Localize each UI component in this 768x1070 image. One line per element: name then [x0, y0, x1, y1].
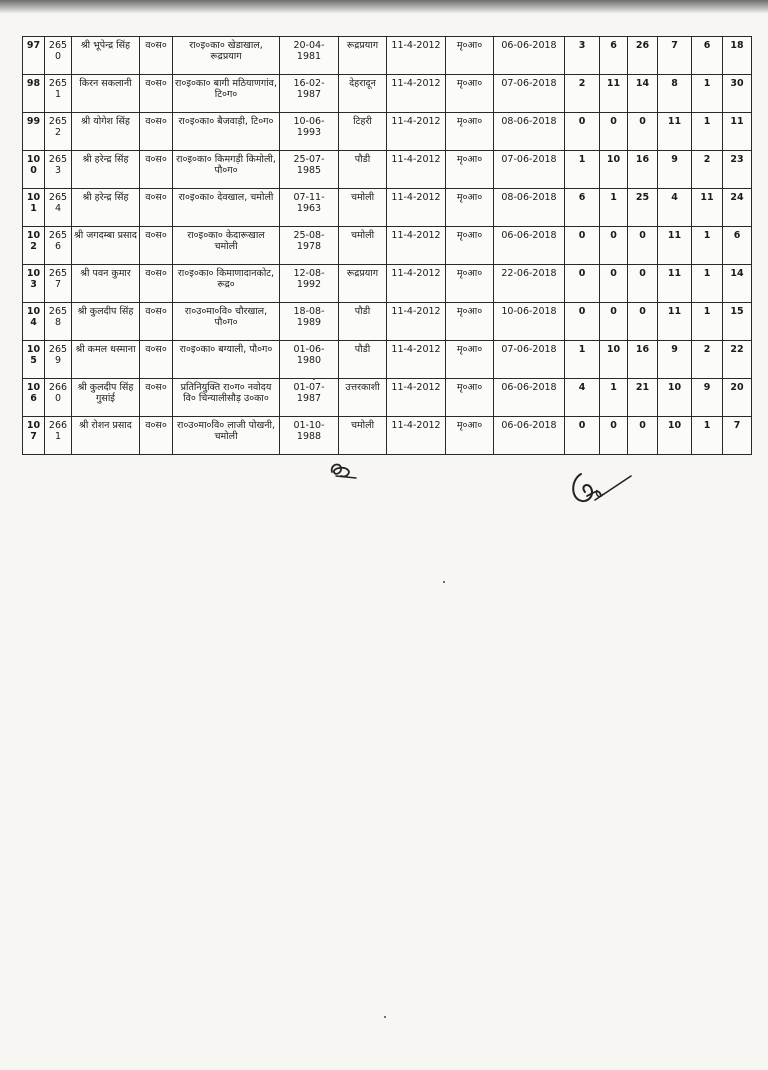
count-cell: 11: [600, 75, 628, 113]
order-date-cell: 08-06-2018: [494, 113, 565, 151]
date-of-birth-cell: 01-06-1980: [280, 341, 339, 379]
employee-name-cell: श्री पवन कुमार: [72, 265, 140, 303]
joining-date-cell: 11-4-2012: [387, 341, 446, 379]
count-cell: 1: [692, 227, 723, 265]
serial-number-cell: 102: [23, 227, 45, 265]
joining-date-cell: 11-4-2012: [387, 379, 446, 417]
serial-number-cell: 106: [23, 379, 45, 417]
date-of-birth-cell: 12-08-1992: [280, 265, 339, 303]
remark-cell: मृ०आ०: [446, 113, 494, 151]
designation-cell: व०स०: [140, 151, 173, 189]
count-cell: 30: [723, 75, 752, 113]
table-row: [23, 341, 752, 379]
home-district-cell: चमोली: [339, 227, 387, 265]
count-cell: 0: [600, 265, 628, 303]
joining-date-cell: 11-4-2012: [387, 113, 446, 151]
remark-cell: मृ०आ०: [446, 265, 494, 303]
count-cell: 16: [628, 341, 658, 379]
school-cell: रा०उ०मा०वि० चौरखाल, पौ०ग०: [173, 303, 280, 341]
count-cell: 1: [692, 75, 723, 113]
designation-cell: व०स०: [140, 37, 173, 75]
employee-name-cell: किरन सकलानी: [72, 75, 140, 113]
count-cell: 1: [565, 151, 600, 189]
count-cell: 18: [723, 37, 752, 75]
employee-name-cell: श्री कुलदीप सिंह गुसांई: [72, 379, 140, 417]
count-cell: 24: [723, 189, 752, 227]
joining-date-cell: 11-4-2012: [387, 265, 446, 303]
serial-number-cell: 107: [23, 417, 45, 455]
count-cell: 1: [692, 417, 723, 455]
count-cell: 6: [692, 37, 723, 75]
school-cell: रा०इ०का० बागी मठियाणगांव, टि०ग०: [173, 75, 280, 113]
school-cell: रा०इ०का० बग्याली, पौ०ग०: [173, 341, 280, 379]
home-district-cell: देहरादून: [339, 75, 387, 113]
school-cell: रा०इ०का० देवखाल, चमोली: [173, 189, 280, 227]
count-cell: 9: [692, 379, 723, 417]
count-cell: 0: [600, 113, 628, 151]
serial-number-cell: 97: [23, 37, 45, 75]
order-date-cell: 07-06-2018: [494, 151, 565, 189]
scan-speck: [313, 378, 315, 380]
designation-cell: व०स०: [140, 265, 173, 303]
designation-cell: व०स०: [140, 75, 173, 113]
school-cell: रा०इ०का० केदारूखाल चमोली: [173, 227, 280, 265]
count-cell: 0: [628, 227, 658, 265]
count-cell: 0: [565, 417, 600, 455]
count-cell: 0: [600, 303, 628, 341]
employee-code-cell: 2650: [45, 37, 72, 75]
employee-code-cell: 2660: [45, 379, 72, 417]
employee-code-cell: 2658: [45, 303, 72, 341]
designation-cell: व०स०: [140, 379, 173, 417]
signature-left: [326, 456, 366, 484]
table-row: [23, 303, 752, 341]
school-cell: रा०इ०का० किमाणादानकोट, रूद्र०: [173, 265, 280, 303]
home-district-cell: पौडी: [339, 151, 387, 189]
count-cell: 6: [600, 37, 628, 75]
count-cell: 21: [628, 379, 658, 417]
count-cell: 9: [658, 151, 692, 189]
count-cell: 1: [692, 303, 723, 341]
count-cell: 4: [565, 379, 600, 417]
employee-code-cell: 2659: [45, 341, 72, 379]
employee-name-cell: श्री जगदम्बा प्रसाद: [72, 227, 140, 265]
home-district-cell: उत्तरकाशी: [339, 379, 387, 417]
count-cell: 14: [723, 265, 752, 303]
count-cell: 6: [723, 227, 752, 265]
table-row: [23, 113, 752, 151]
count-cell: 11: [658, 227, 692, 265]
employee-code-cell: 2654: [45, 189, 72, 227]
order-date-cell: 22-06-2018: [494, 265, 565, 303]
count-cell: 7: [723, 417, 752, 455]
joining-date-cell: 11-4-2012: [387, 303, 446, 341]
serial-number-cell: 103: [23, 265, 45, 303]
count-cell: 0: [565, 113, 600, 151]
order-date-cell: 07-06-2018: [494, 75, 565, 113]
designation-cell: व०स०: [140, 113, 173, 151]
date-of-birth-cell: 20-04-1981: [280, 37, 339, 75]
count-cell: 11: [658, 303, 692, 341]
table-row: [23, 151, 752, 189]
remark-cell: मृ०आ०: [446, 417, 494, 455]
joining-date-cell: 11-4-2012: [387, 75, 446, 113]
count-cell: 6: [565, 189, 600, 227]
table-row: [23, 265, 752, 303]
order-date-cell: 07-06-2018: [494, 341, 565, 379]
employee-name-cell: श्री भूपेन्द्र सिंह: [72, 37, 140, 75]
count-cell: 0: [628, 303, 658, 341]
count-cell: 9: [658, 341, 692, 379]
count-cell: 23: [723, 151, 752, 189]
order-date-cell: 06-06-2018: [494, 37, 565, 75]
count-cell: 14: [628, 75, 658, 113]
joining-date-cell: 11-4-2012: [387, 189, 446, 227]
scan-top-shadow: [0, 0, 768, 14]
table-row: [23, 379, 752, 417]
order-date-cell: 06-06-2018: [494, 227, 565, 265]
employee-code-cell: 2657: [45, 265, 72, 303]
count-cell: 0: [628, 265, 658, 303]
order-date-cell: 08-06-2018: [494, 189, 565, 227]
remark-cell: मृ०आ०: [446, 75, 494, 113]
employee-code-cell: 2661: [45, 417, 72, 455]
employee-name-cell: श्री हरेन्द्र सिंह: [72, 151, 140, 189]
date-of-birth-cell: 01-07-1987: [280, 379, 339, 417]
serial-number-cell: 101: [23, 189, 45, 227]
date-of-birth-cell: 25-08-1978: [280, 227, 339, 265]
count-cell: 10: [658, 379, 692, 417]
date-of-birth-cell: 07-11-1963: [280, 189, 339, 227]
remark-cell: मृ०आ०: [446, 151, 494, 189]
count-cell: 1: [600, 189, 628, 227]
count-cell: 1: [565, 341, 600, 379]
employee-name-cell: श्री कुलदीप सिंह: [72, 303, 140, 341]
count-cell: 2: [565, 75, 600, 113]
school-cell: रा०इ०का० किमगड़ी किमोली, पौ०ग०: [173, 151, 280, 189]
school-cell: रा०इ०का० खेडाखाल, रूद्रप्रयाग: [173, 37, 280, 75]
remark-cell: मृ०आ०: [446, 341, 494, 379]
count-cell: 25: [628, 189, 658, 227]
remark-cell: मृ०आ०: [446, 37, 494, 75]
order-date-cell: 06-06-2018: [494, 379, 565, 417]
home-district-cell: चमोली: [339, 417, 387, 455]
count-cell: 2: [692, 341, 723, 379]
count-cell: 20: [723, 379, 752, 417]
table-row: [23, 189, 752, 227]
employee-code-cell: 2651: [45, 75, 72, 113]
home-district-cell: पौडी: [339, 303, 387, 341]
designation-cell: व०स०: [140, 417, 173, 455]
signature-right: [565, 466, 635, 512]
count-cell: 0: [565, 227, 600, 265]
count-cell: 0: [565, 265, 600, 303]
employee-name-cell: श्री कमल धस्माना: [72, 341, 140, 379]
employee-name-cell: श्री रोशन प्रसाद: [72, 417, 140, 455]
remark-cell: मृ०आ०: [446, 379, 494, 417]
count-cell: 11: [692, 189, 723, 227]
table-row: [23, 417, 752, 455]
designation-cell: व०स०: [140, 227, 173, 265]
table-row: [23, 227, 752, 265]
count-cell: 0: [600, 227, 628, 265]
employee-name-cell: श्री हरेन्द्र सिंह: [72, 189, 140, 227]
scan-speck: [443, 581, 445, 583]
count-cell: 0: [628, 417, 658, 455]
count-cell: 11: [723, 113, 752, 151]
remark-cell: मृ०आ०: [446, 227, 494, 265]
order-date-cell: 06-06-2018: [494, 417, 565, 455]
count-cell: 15: [723, 303, 752, 341]
count-cell: 4: [658, 189, 692, 227]
document-page: [22, 36, 752, 455]
count-cell: 26: [628, 37, 658, 75]
staff-roster-table: [22, 36, 752, 455]
home-district-cell: चमोली: [339, 189, 387, 227]
date-of-birth-cell: 16-02-1987: [280, 75, 339, 113]
designation-cell: व०स०: [140, 303, 173, 341]
scan-speck: [384, 1016, 386, 1018]
order-date-cell: 10-06-2018: [494, 303, 565, 341]
count-cell: 1: [600, 379, 628, 417]
count-cell: 7: [658, 37, 692, 75]
count-cell: 2: [692, 151, 723, 189]
count-cell: 10: [600, 151, 628, 189]
school-cell: रा०इ०का० बैजवाड़ी, टि०ग०: [173, 113, 280, 151]
joining-date-cell: 11-4-2012: [387, 37, 446, 75]
date-of-birth-cell: 25-07-1985: [280, 151, 339, 189]
count-cell: 8: [658, 75, 692, 113]
serial-number-cell: 104: [23, 303, 45, 341]
school-cell: प्रतिनियुक्ति रा०ग० नवोदय वि० चिन्यालीसौड़ उ०का०: [173, 379, 280, 417]
table-row: [23, 75, 752, 113]
count-cell: 3: [565, 37, 600, 75]
designation-cell: व०स०: [140, 341, 173, 379]
home-district-cell: रूद्रप्रयाग: [339, 37, 387, 75]
date-of-birth-cell: 10-06-1993: [280, 113, 339, 151]
employee-name-cell: श्री योगेश सिंह: [72, 113, 140, 151]
designation-cell: व०स०: [140, 189, 173, 227]
count-cell: 11: [658, 265, 692, 303]
count-cell: 10: [600, 341, 628, 379]
employee-code-cell: 2652: [45, 113, 72, 151]
employee-code-cell: 2656: [45, 227, 72, 265]
home-district-cell: टिहरी: [339, 113, 387, 151]
count-cell: 0: [600, 417, 628, 455]
remark-cell: मृ०आ०: [446, 303, 494, 341]
joining-date-cell: 11-4-2012: [387, 227, 446, 265]
count-cell: 16: [628, 151, 658, 189]
count-cell: 11: [658, 113, 692, 151]
count-cell: 1: [692, 113, 723, 151]
table-row: [23, 37, 752, 75]
count-cell: 0: [628, 113, 658, 151]
employee-code-cell: 2653: [45, 151, 72, 189]
count-cell: 10: [658, 417, 692, 455]
count-cell: 0: [565, 303, 600, 341]
count-cell: 22: [723, 341, 752, 379]
remark-cell: मृ०आ०: [446, 189, 494, 227]
joining-date-cell: 11-4-2012: [387, 417, 446, 455]
serial-number-cell: 105: [23, 341, 45, 379]
date-of-birth-cell: 18-08-1989: [280, 303, 339, 341]
serial-number-cell: 100: [23, 151, 45, 189]
joining-date-cell: 11-4-2012: [387, 151, 446, 189]
date-of-birth-cell: 01-10-1988: [280, 417, 339, 455]
serial-number-cell: 98: [23, 75, 45, 113]
count-cell: 1: [692, 265, 723, 303]
home-district-cell: रूद्रप्रयाग: [339, 265, 387, 303]
home-district-cell: पौडी: [339, 341, 387, 379]
serial-number-cell: 99: [23, 113, 45, 151]
school-cell: रा०उ०मा०वि० लाजी पोखनी, चमोली: [173, 417, 280, 455]
